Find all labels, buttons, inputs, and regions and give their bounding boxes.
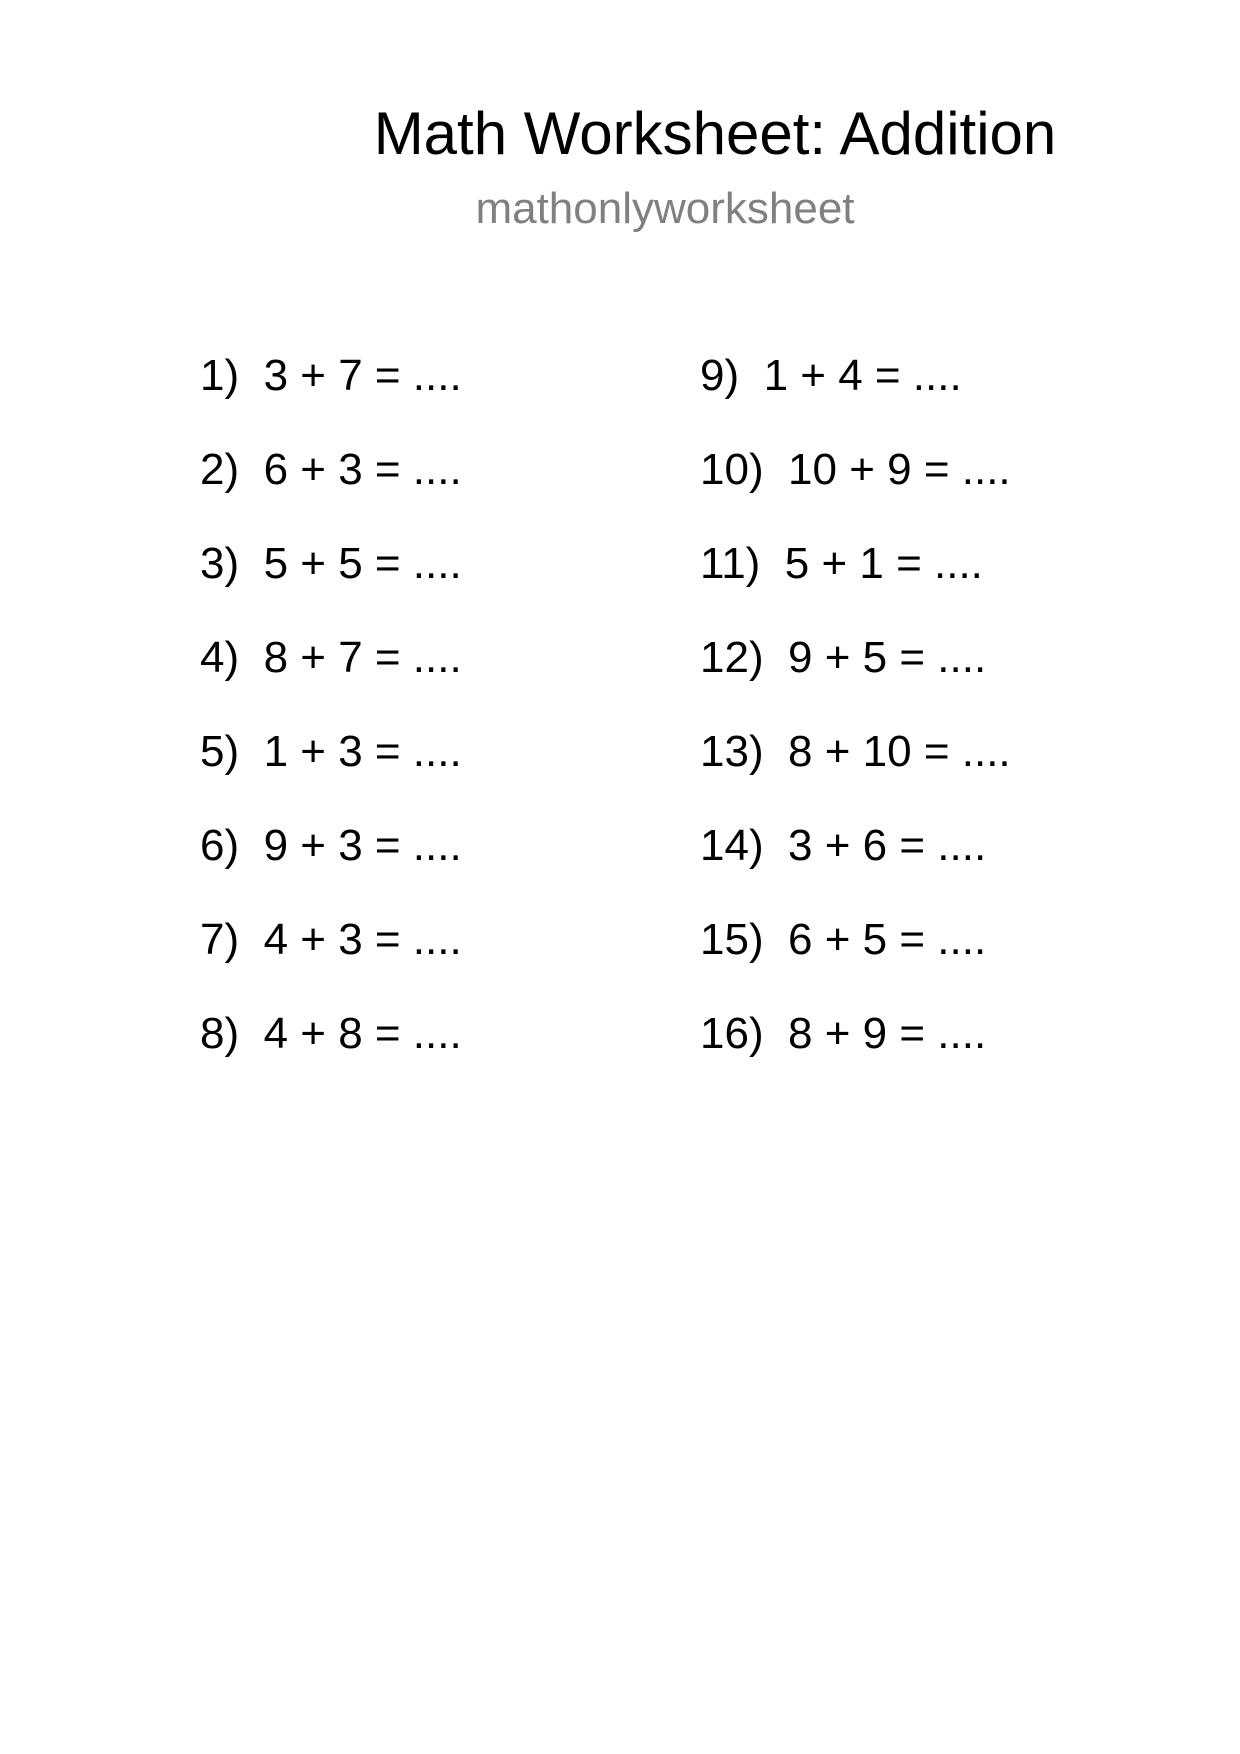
problem-item: 16) 8 + 9 = .... xyxy=(700,1009,987,1058)
page-subtitle-text: mathonlyworksheet xyxy=(475,184,855,233)
problem-item: 14) 3 + 6 = .... xyxy=(700,821,987,870)
problem-column-left xyxy=(200,350,680,1102)
page-subtitle xyxy=(0,183,1240,235)
problem-item: 4) 8 + 7 = .... xyxy=(200,633,462,682)
problem-item: 2) 6 + 3 = .... xyxy=(200,445,462,494)
problem-item: 6) 9 + 3 = .... xyxy=(200,821,462,870)
problem-item: 9) 1 + 4 = .... xyxy=(700,351,962,400)
problem-item: 15) 6 + 5 = .... xyxy=(700,915,987,964)
problem-item: 10) 10 + 9 = .... xyxy=(700,445,1011,494)
problem-item: 8) 4 + 8 = .... xyxy=(200,1009,462,1058)
problem-item: 3) 5 + 5 = .... xyxy=(200,539,462,588)
page-title-text: Math Worksheet: Addition xyxy=(373,100,1057,167)
problem-item: 13) 8 + 10 = .... xyxy=(700,727,1011,776)
problem-column-right xyxy=(700,350,1180,1102)
problem-item: 1) 3 + 7 = .... xyxy=(200,351,462,400)
problem-item: 11) 5 + 1 = .... xyxy=(700,539,983,588)
page-title xyxy=(0,98,1240,170)
problem-item: 12) 9 + 5 = .... xyxy=(700,633,987,682)
problem-item: 7) 4 + 3 = .... xyxy=(200,915,462,964)
problem-item: 5) 1 + 3 = .... xyxy=(200,727,462,776)
